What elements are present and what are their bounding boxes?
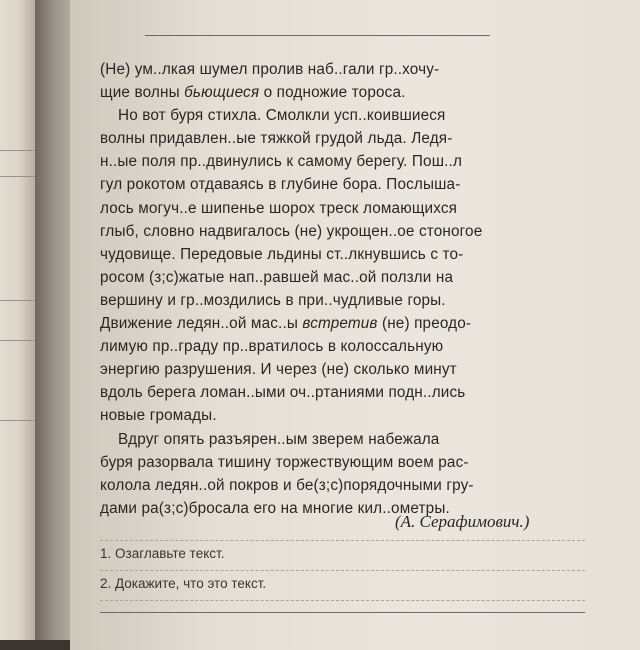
text-line: волны придавлен..ые тяжкой грудой льда. Ледя-: [100, 130, 453, 148]
text-line: щие волны бьющиеся о подножие тороса.: [100, 84, 406, 102]
text-line: вершину и гр..моздились в при..чудливые горы.: [100, 291, 446, 309]
text-line: Но вот буря стихла. Смолкли усп..коившиеся: [118, 107, 446, 125]
text-line: глыб, словно надвигалось (не) укрощен..ое стоногое: [100, 222, 483, 240]
text-line: чудовище. Передовые льдины ст..лкнувшись с то-: [100, 245, 464, 263]
text-line: дами ра(з;с)бросала его на многие кил..ометры.: [100, 499, 450, 517]
left-page-edge: [0, 0, 35, 640]
text-line: н..ые поля пр..двинулись к самому берегу. Пош..л: [100, 153, 463, 171]
dashed-divider: [100, 570, 585, 571]
bottom-rule: [100, 612, 585, 613]
top-rule: [145, 35, 490, 36]
text-line: Движение ледян..ой мас..ы встретив (не) преодо-: [100, 315, 472, 333]
text-line: гул рокотом отдаваясь в глубине бора. Послыша-: [100, 176, 461, 194]
task-2: 2. Докажите, что это текст.: [100, 576, 267, 591]
dashed-divider: [100, 540, 585, 541]
text-line: буря разорвала тишину торжествующим воем рас-: [100, 453, 469, 471]
text-line: колола ледян..ой покров и бе(з;с)порядочными гру-: [100, 476, 474, 494]
text-line: энергию разрушения. И через (не) сколько минут: [100, 361, 457, 379]
text-line: новые громады.: [100, 407, 217, 425]
task-1: 1. Озаглавьте текст.: [100, 546, 225, 561]
dashed-divider: [100, 600, 585, 601]
text-line: вдоль берега ломан..ыми оч..ртаниями подн..лись: [100, 384, 466, 402]
text-line: Вдруг опять разъярен..ым зверем набежала: [118, 430, 440, 448]
text-line: (Не) ум..лкая шумел пролив наб..гали гр..хочу-: [100, 61, 440, 78]
text-line: лось могуч..е шипенье шорох треск ломающихся: [100, 199, 458, 217]
text-line: лимую пр..граду пр..вратилось в колоссальную: [100, 338, 444, 356]
author-signature: (А. Серафимович.): [395, 512, 530, 531]
text-line: росом (з;с)жатые нап..равшей мас..ой ползли на: [100, 268, 454, 286]
exercise-text: [100, 58, 600, 520]
